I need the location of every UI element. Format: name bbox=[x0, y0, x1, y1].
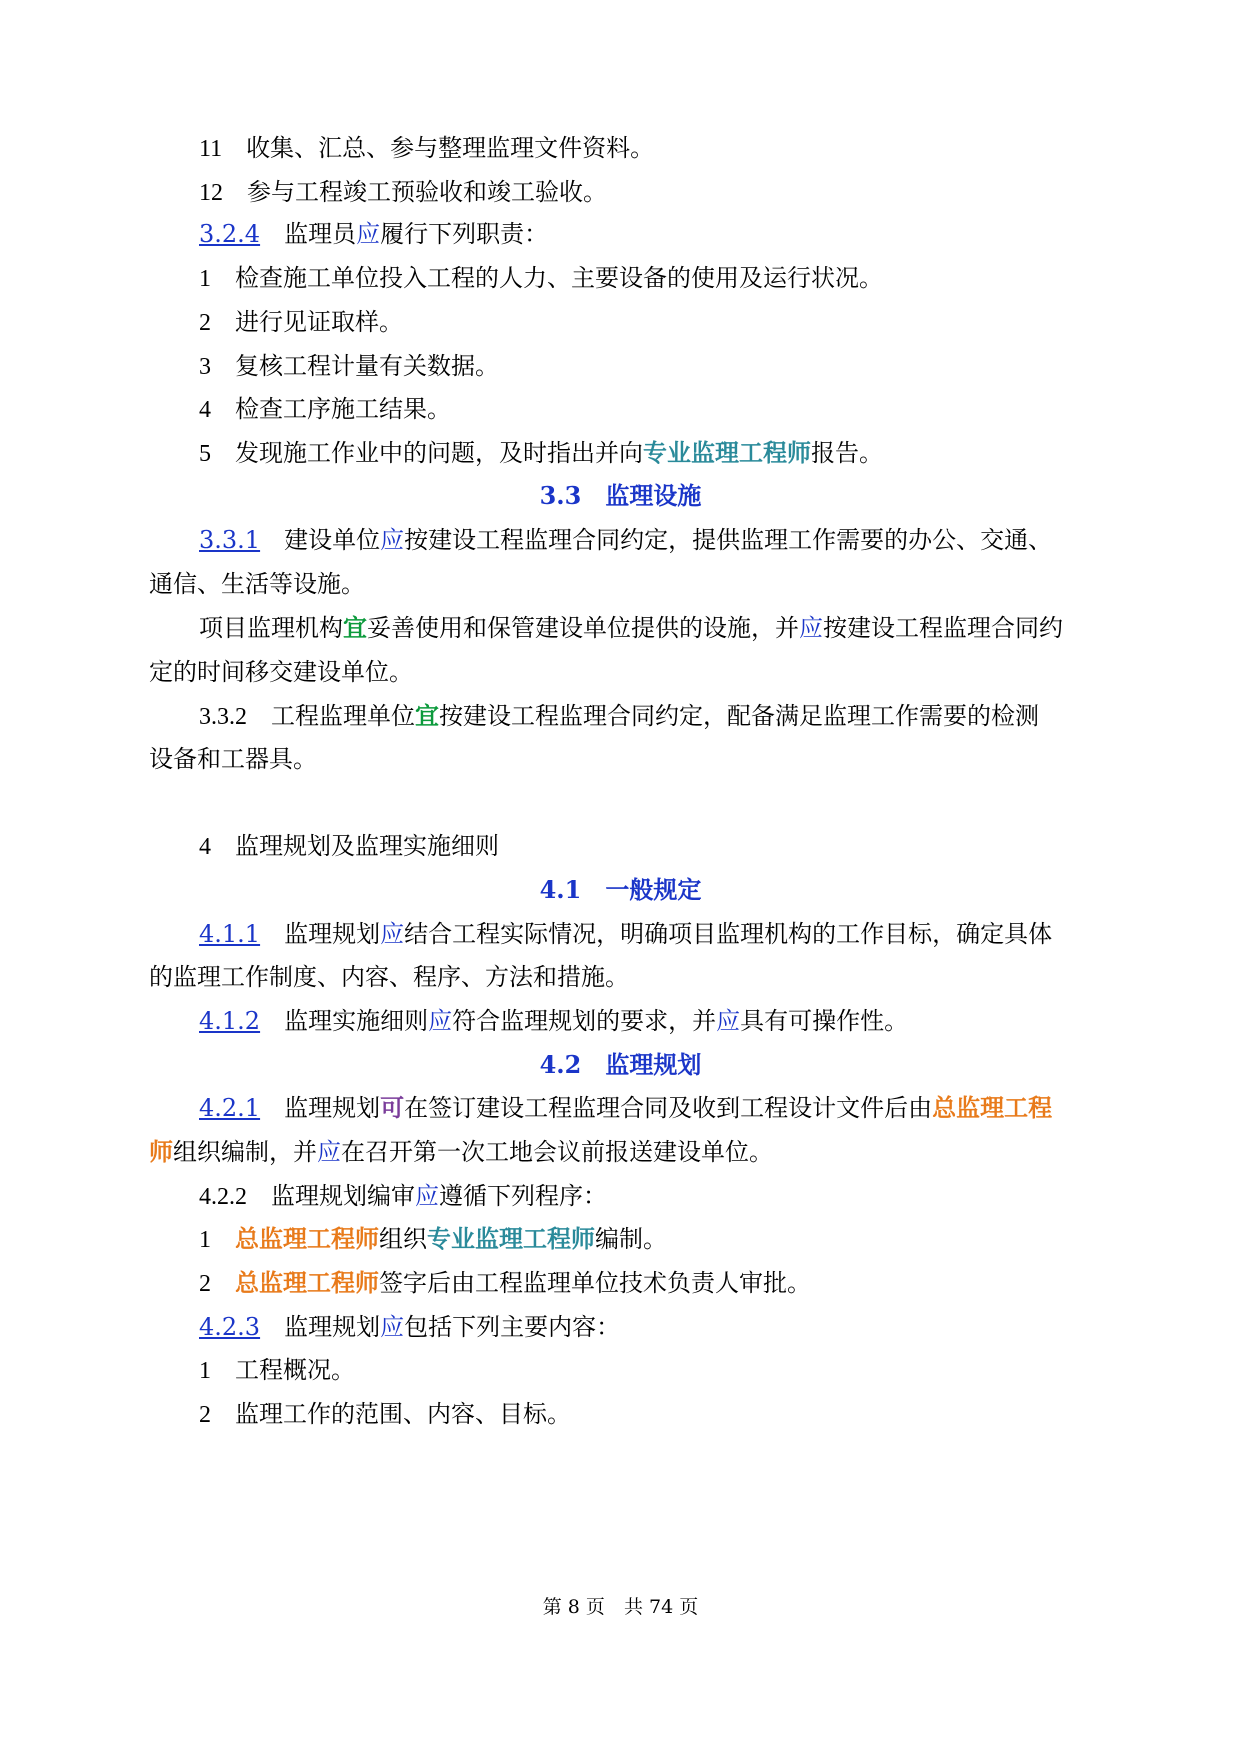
clause-link-3-2-4[interactable]: 3.2.4 bbox=[199, 220, 261, 248]
item-text: 编制。 bbox=[595, 1225, 667, 1253]
clause-text: 监理实施细则 bbox=[284, 1007, 429, 1035]
item-text: 签字后由工程监理单位技术负责人审批。 bbox=[379, 1269, 811, 1297]
clause-line bbox=[199, 218, 548, 250]
keyword-ying: 应 bbox=[380, 526, 405, 554]
keyword-ying: 应 bbox=[356, 220, 381, 248]
keyword-ying: 应 bbox=[380, 920, 405, 948]
item-text: 检查施工单位投入工程的人力、主要设备的使用及运行状况。 bbox=[235, 264, 883, 292]
clause-line bbox=[199, 524, 1052, 556]
clause-link-3-3-1[interactable]: 3.3.1 bbox=[199, 526, 261, 554]
keyword-ying: 应 bbox=[428, 1007, 453, 1035]
item-text: 组织 bbox=[379, 1225, 427, 1253]
clause-text: 具有可操作性。 bbox=[740, 1007, 909, 1035]
clause-line bbox=[199, 918, 1052, 950]
list-item bbox=[199, 306, 403, 339]
para-text: 妥善使用和保管建设单位提供的设施，并 bbox=[367, 614, 799, 642]
paragraph-line bbox=[149, 1136, 773, 1168]
page-footer bbox=[0, 1595, 1241, 1619]
keyword-ying: 应 bbox=[380, 1313, 405, 1341]
term-chief-engineer: 总监理工程 bbox=[932, 1093, 1053, 1122]
term-chief-engineer: 总监理工程师 bbox=[235, 1224, 379, 1253]
clause-text: 履行下列职责： bbox=[380, 220, 549, 248]
item-text: 发现施工作业中的问题，及时指出并向 bbox=[235, 439, 643, 467]
list-item bbox=[199, 350, 499, 383]
clause-text: 结合工程实际情况，明确项目监理机构的工作目标，确定具体 bbox=[404, 920, 1053, 948]
para-text: 按建设工程监理合同约 bbox=[823, 614, 1063, 642]
clause-link-4-2-1[interactable]: 4.2.1 bbox=[199, 1094, 261, 1122]
chapter-number: 4 bbox=[199, 834, 211, 860]
item-number: 5 bbox=[199, 441, 211, 467]
section-heading-4-2: 4.2 监理规划 bbox=[539, 1050, 702, 1079]
item-number: 1 bbox=[199, 1227, 211, 1253]
text-line: 定的时间移交建设单位。 bbox=[149, 658, 413, 686]
text-line: 设备和工器具。 bbox=[149, 745, 317, 773]
keyword-ying: 应 bbox=[317, 1138, 341, 1166]
para-text: 组织编制，并 bbox=[173, 1138, 317, 1166]
list-item bbox=[199, 1267, 811, 1300]
clause-number: 3.3.2 bbox=[199, 704, 247, 730]
clause-line bbox=[199, 1005, 908, 1037]
item-number: 1 bbox=[199, 266, 211, 292]
text-line: 的监理工作制度、内容、程序、方法和措施。 bbox=[149, 963, 629, 991]
clause-text: 建设单位 bbox=[284, 526, 381, 554]
clause-text: 遵循下列程序： bbox=[439, 1182, 607, 1210]
keyword-ying: 应 bbox=[799, 614, 823, 642]
clause-line bbox=[199, 1092, 1052, 1124]
clause-text: 按建设工程监理合同约定，配备满足监理工作需要的检测 bbox=[439, 702, 1039, 730]
item-number: 12 bbox=[199, 180, 223, 206]
item-text: 参与工程竣工预验收和竣工验收。 bbox=[247, 178, 607, 206]
list-item bbox=[199, 262, 883, 295]
item-number: 4 bbox=[199, 397, 211, 423]
item-text: 监理工作的范围、内容、目标。 bbox=[235, 1400, 571, 1428]
clause-text: 监理员 bbox=[284, 220, 357, 248]
text-line: 通信、生活等设施。 bbox=[149, 570, 365, 598]
term-specialist-engineer: 专业监理工程师 bbox=[427, 1224, 595, 1253]
paragraph-line bbox=[199, 612, 1063, 644]
clause-text: 按建设工程监理合同约定，提供监理工作需要的办公、交通、 bbox=[404, 526, 1053, 554]
item-text: 检查工序施工结果。 bbox=[235, 395, 451, 423]
term-chief-engineer: 总监理工程师 bbox=[235, 1268, 379, 1297]
list-item bbox=[199, 437, 883, 470]
keyword-ke: 可 bbox=[380, 1093, 405, 1122]
item-number: 2 bbox=[199, 1271, 211, 1297]
item-text: 报告。 bbox=[811, 439, 883, 467]
clause-text: 符合监理规划的要求，并 bbox=[452, 1007, 717, 1035]
list-item bbox=[199, 1398, 571, 1431]
item-number: 2 bbox=[199, 310, 211, 336]
clause-text: 在签订建设工程监理合同及收到工程设计文件后由 bbox=[404, 1094, 933, 1122]
keyword-yi: 宜 bbox=[343, 613, 367, 642]
clause-text: 监理规划 bbox=[284, 1094, 381, 1122]
item-number: 11 bbox=[199, 136, 223, 162]
list-item bbox=[199, 393, 451, 426]
chapter-heading bbox=[199, 830, 499, 863]
list-item bbox=[199, 1354, 355, 1387]
list-item bbox=[199, 132, 654, 165]
item-text: 进行见证取样。 bbox=[235, 308, 403, 336]
item-number: 3 bbox=[199, 354, 211, 380]
list-item bbox=[199, 1223, 667, 1256]
section-heading-3-3: 3.3 监理设施 bbox=[539, 481, 702, 510]
item-number: 1 bbox=[199, 1358, 211, 1384]
clause-link-4-2-3[interactable]: 4.2.3 bbox=[199, 1313, 261, 1341]
item-text: 工程概况。 bbox=[235, 1356, 355, 1384]
clause-line bbox=[199, 1311, 620, 1343]
section-heading-4-1: 4.1 一般规定 bbox=[539, 875, 702, 904]
clause-link-4-1-1[interactable]: 4.1.1 bbox=[199, 920, 261, 948]
para-text: 在召开第一次工地会议前报送建设单位。 bbox=[341, 1138, 773, 1166]
item-number: 2 bbox=[199, 1402, 211, 1428]
item-text: 收集、汇总、参与整理监理文件资料。 bbox=[246, 134, 655, 162]
list-item bbox=[199, 176, 607, 209]
clause-link-4-1-2[interactable]: 4.1.2 bbox=[199, 1007, 261, 1035]
keyword-ying: 应 bbox=[716, 1007, 741, 1035]
keyword-yi: 宜 bbox=[415, 701, 439, 730]
keyword-ying: 应 bbox=[415, 1182, 439, 1210]
clause-number: 4.2.2 bbox=[199, 1184, 247, 1210]
term-specialist-engineer: 专业监理工程师 bbox=[643, 438, 811, 467]
clause-text: 监理规划 bbox=[284, 920, 381, 948]
term-chief-engineer: 师 bbox=[149, 1137, 173, 1166]
item-text: 复核工程计量有关数据。 bbox=[235, 352, 499, 380]
clause-line bbox=[199, 1180, 607, 1213]
page-number: 第 8 页 bbox=[542, 1596, 605, 1618]
clause-text: 监理规划编审 bbox=[271, 1182, 415, 1210]
clause-text: 工程监理单位 bbox=[271, 702, 415, 730]
para-text: 项目监理机构 bbox=[199, 614, 343, 642]
page-total: 共 74 页 bbox=[623, 1596, 699, 1618]
chapter-title: 监理规划及监理实施细则 bbox=[235, 832, 499, 860]
clause-text: 监理规划 bbox=[284, 1313, 381, 1341]
clause-line bbox=[199, 700, 1039, 733]
clause-text: 包括下列主要内容： bbox=[404, 1313, 621, 1341]
